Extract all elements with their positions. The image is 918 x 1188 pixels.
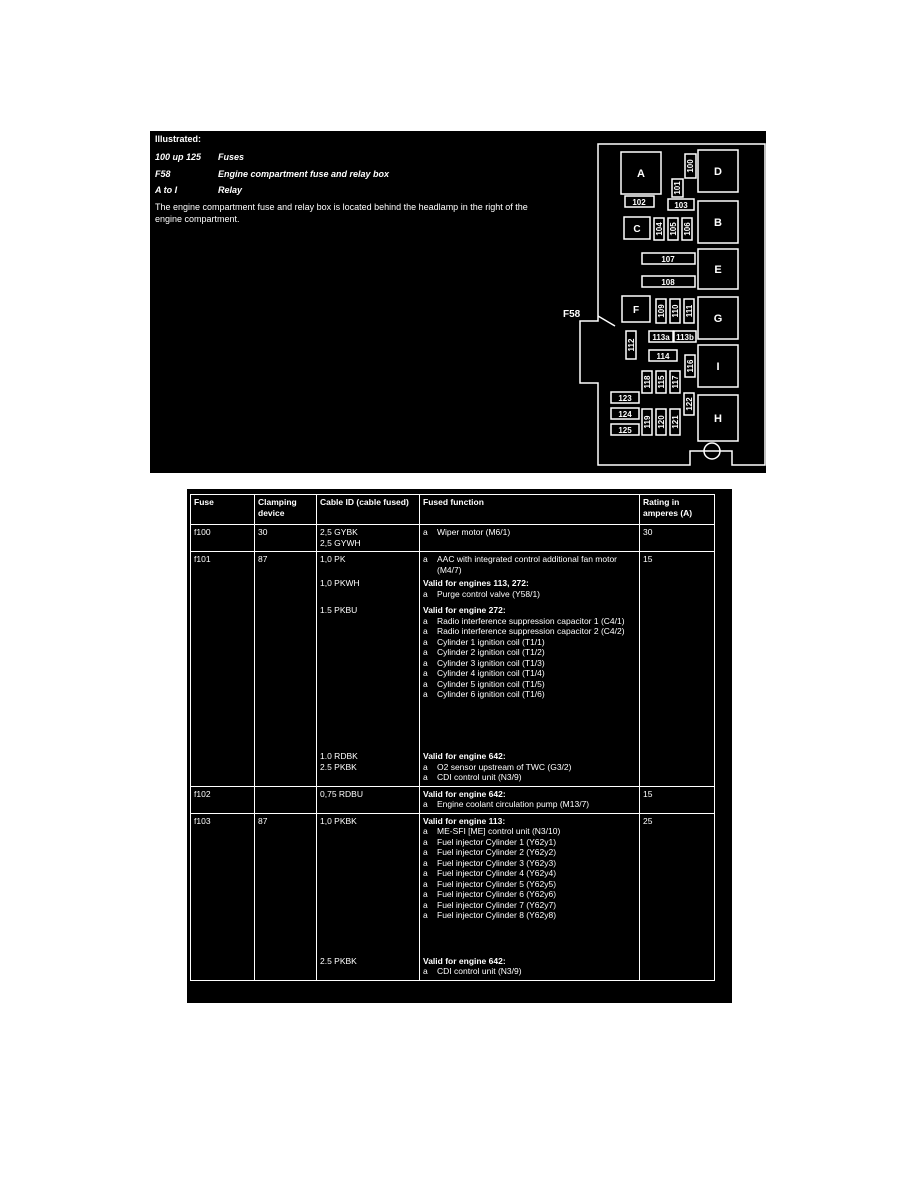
function-item: a CDI control unit (N3/9) xyxy=(423,772,636,783)
fuse-label: 114 xyxy=(656,352,670,361)
function-item: a Fuel injector Cylinder 1 (Y62y1) xyxy=(423,837,636,848)
relay-label: B xyxy=(714,217,722,229)
cell-cable xyxy=(317,813,420,980)
function-item: a Cylinder 4 ignition coil (T1/4) xyxy=(423,668,636,679)
cable-id: 1,0 PK xyxy=(320,554,346,564)
fuse-label: 104 xyxy=(655,222,664,236)
function-item: a Cylinder 5 ignition coil (T1/5) xyxy=(423,679,636,690)
function-item: a Fuel injector Cylinder 8 (Y62y8) xyxy=(423,910,636,921)
function-item: a Fuel injector Cylinder 2 (Y62y2) xyxy=(423,847,636,858)
relay-label: G xyxy=(713,313,723,325)
cell-rating: 30 xyxy=(640,525,715,552)
cell-clamp: 87 xyxy=(255,813,317,980)
cell-rating: 25 xyxy=(640,813,715,980)
table-row xyxy=(191,813,715,980)
engine-validity: Valid for engine 642: xyxy=(423,955,506,966)
legend-description: The engine compartment fuse and relay box is located behind the headlamp in the right of the engine compartment. xyxy=(155,202,528,224)
legend-heading: Illustrated: xyxy=(155,134,202,144)
fuse-label: 123 xyxy=(618,394,632,403)
cell-rating: 15 xyxy=(640,552,715,787)
relay-label: E xyxy=(714,264,722,276)
header-rating: Rating in amperes (A) xyxy=(640,495,715,525)
legend-key: 100 up 125 xyxy=(155,152,202,162)
function-item: a Fuel injector Cylinder 5 (Y62y5) xyxy=(423,879,636,890)
cable-id: 1.5 PKBU xyxy=(320,605,358,615)
cell-cable: 0,75 RDBU xyxy=(317,786,420,813)
cell-fuse: f101 xyxy=(191,552,255,787)
engine-validity: Valid for engine 113: xyxy=(423,815,506,826)
fuse-label: 115 xyxy=(657,375,666,389)
function-item: a Engine coolant circulation pump (M13/7) xyxy=(423,799,636,810)
table-row xyxy=(191,552,715,787)
function-item: a Fuel injector Cylinder 3 (Y62y3) xyxy=(423,858,636,869)
fuse-label: 121 xyxy=(671,415,680,429)
cell-cable xyxy=(317,525,420,552)
fuse-label: 103 xyxy=(674,201,688,210)
relay-label: D xyxy=(714,166,722,178)
engine-validity: Valid for engine 642: xyxy=(423,751,506,761)
cell-fuse: f102 xyxy=(191,786,255,813)
cable-id: 2,5 GYBK xyxy=(320,527,358,537)
cell-clamp: 87 xyxy=(255,552,317,787)
callout-label: F58 xyxy=(563,309,581,320)
header-cable-id: Cable ID (cable fused) xyxy=(317,495,420,525)
fuse-label: 120 xyxy=(657,415,666,429)
fuse-label: 116 xyxy=(686,359,695,373)
function-block xyxy=(423,554,636,578)
function-item: a Purge control valve (Y58/1) xyxy=(423,589,636,600)
fuse-label: 107 xyxy=(661,255,675,264)
fuse-label: 102 xyxy=(632,198,646,207)
fuse-label: 101 xyxy=(673,181,682,195)
function-block xyxy=(423,578,636,605)
fuse-label: 112 xyxy=(627,338,636,352)
cell-clamp xyxy=(255,786,317,813)
legend-value: Fuses xyxy=(218,152,245,162)
fuse-label: 125 xyxy=(618,426,632,435)
relay-label: A xyxy=(637,168,645,180)
cell-rating: 15 xyxy=(640,786,715,813)
header-fuse: Fuse xyxy=(191,495,255,525)
cell-cable xyxy=(317,552,420,787)
fuse-label: 110 xyxy=(671,304,680,318)
cable-id: 1.0 RDBK xyxy=(320,751,358,761)
cell-function xyxy=(420,552,640,787)
function-item: a O2 sensor upstream of TWC (G3/2) xyxy=(423,762,636,773)
legend-value: Engine compartment fuse and relay box xyxy=(218,169,390,179)
function-item: a AAC with integrated control additional fan motor (M4/7) xyxy=(423,554,636,575)
engine-validity: Valid for engine 642: xyxy=(423,788,506,799)
function-item: a Cylinder 6 ignition coil (T1/6) xyxy=(423,689,636,700)
function-item: a Radio interference suppression capacitor 1 (C4/1) xyxy=(423,616,636,627)
cable-id: 2,5 GYWH xyxy=(320,537,361,548)
fuse-label: 122 xyxy=(685,397,694,411)
engine-validity: Valid for engines 113, 272: xyxy=(423,578,529,588)
table-row xyxy=(191,525,715,552)
function-block xyxy=(423,751,636,783)
fuse-table xyxy=(190,494,715,981)
cable-id: 1,0 PKBK xyxy=(320,815,357,826)
cell-fuse: f103 xyxy=(191,813,255,980)
fuse-label: 113a xyxy=(652,333,670,342)
cable-id: 2.5 PKBK xyxy=(320,761,357,772)
cell-function xyxy=(420,525,640,552)
callout-line xyxy=(598,316,615,326)
header-fused-function: Fused function xyxy=(420,495,640,525)
fuse-label: 108 xyxy=(661,278,675,287)
function-item: a Fuel injector Cylinder 7 (Y62y7) xyxy=(423,900,636,911)
cell-fuse: f100 xyxy=(191,525,255,552)
fuse-label: 124 xyxy=(618,410,632,419)
fuse-label: 105 xyxy=(669,222,678,236)
function-item: a CDI control unit (N3/9) xyxy=(423,966,636,977)
function-block xyxy=(423,605,636,751)
legend-key: A to I xyxy=(155,185,178,195)
header-clamping-device: Clamping device xyxy=(255,495,317,525)
function-item: a Cylinder 3 ignition coil (T1/3) xyxy=(423,658,636,669)
table-row xyxy=(191,786,715,813)
function-block xyxy=(423,816,636,956)
function-item: a ME-SFI [ME] control unit (N3/10) xyxy=(423,826,636,837)
relay-label: C xyxy=(633,224,641,235)
function-item: a Radio interference suppression capacitor 2 (C4/2) xyxy=(423,626,636,637)
function-block xyxy=(423,956,636,977)
legend-value: Relay xyxy=(218,185,243,195)
legend-key: F58 xyxy=(155,169,171,179)
fuse-box-diagram xyxy=(150,131,766,473)
fuse-label: 109 xyxy=(657,304,666,318)
function-item: a Fuel injector Cylinder 6 (Y62y6) xyxy=(423,889,636,900)
function-item: a Cylinder 1 ignition coil (T1/1) xyxy=(423,637,636,648)
engine-validity: Valid for engine 272: xyxy=(423,605,506,615)
function-item: a Wiper motor (M6/1) xyxy=(423,527,636,538)
fuse-label: 106 xyxy=(683,222,692,236)
fuse-label: 118 xyxy=(643,375,652,389)
fuse-label: 119 xyxy=(643,415,652,429)
table-header-row xyxy=(191,495,715,525)
function-item: a Cylinder 2 ignition coil (T1/2) xyxy=(423,647,636,658)
function-item: a Fuel injector Cylinder 4 (Y62y4) xyxy=(423,868,636,879)
cell-function xyxy=(420,813,640,980)
fuse-label: 117 xyxy=(671,375,680,389)
relay-label: H xyxy=(714,413,722,425)
fuse-label: 113b xyxy=(676,333,694,342)
cable-id: 1,0 PKWH xyxy=(320,578,360,588)
relay-label: F xyxy=(632,305,640,316)
fuse-label: 100 xyxy=(686,159,695,173)
fuse-table-panel xyxy=(187,489,732,1003)
cable-id: 2.5 PKBK xyxy=(320,955,357,966)
cell-clamp: 30 xyxy=(255,525,317,552)
cell-function xyxy=(420,786,640,813)
illustration-panel xyxy=(150,131,766,473)
fuse-label: 111 xyxy=(685,304,694,318)
relay-label: I xyxy=(716,361,720,373)
